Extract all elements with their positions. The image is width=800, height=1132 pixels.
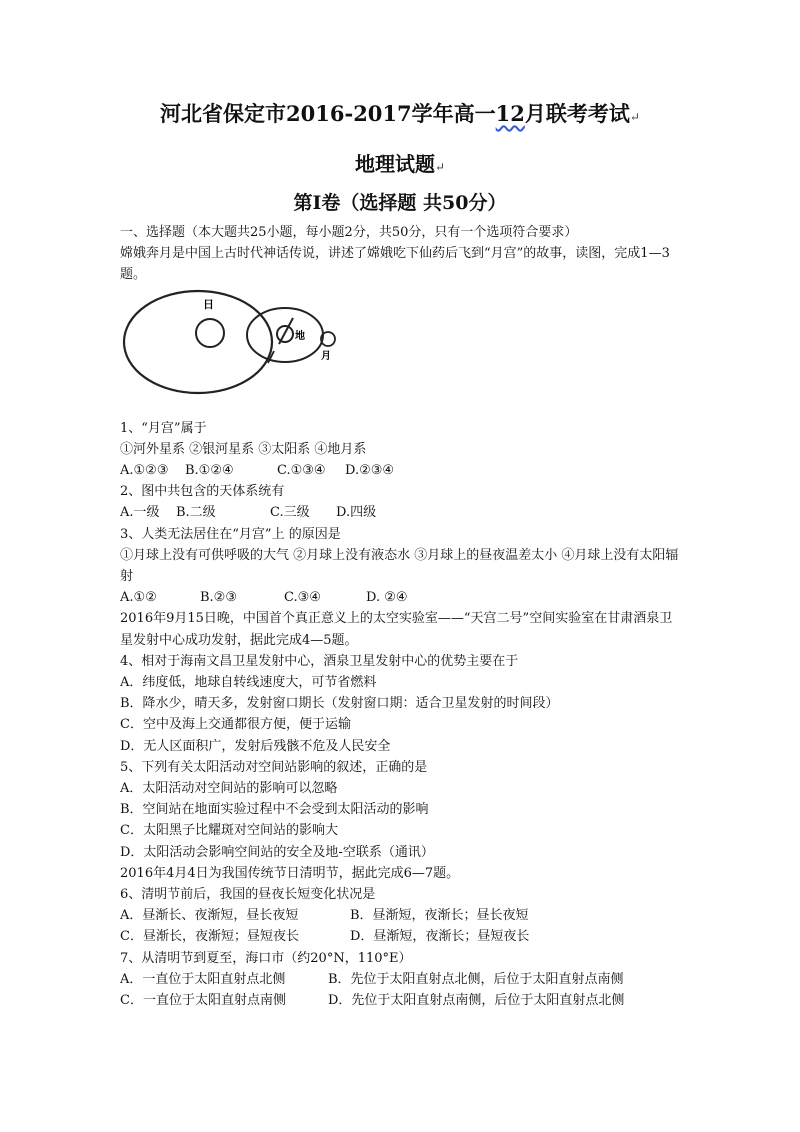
q2-options xyxy=(120,502,685,523)
q3-option-c: C.③④ xyxy=(284,590,321,606)
q2-option-c: C.三级 xyxy=(270,505,310,521)
q1-option-a: A.①②③ xyxy=(120,463,169,479)
q3-options xyxy=(120,587,685,608)
paragraph-mark: ↵ xyxy=(629,110,640,124)
q2-option-d: D.四级 xyxy=(336,505,377,521)
q1-option-b: B.①②④ xyxy=(185,463,234,479)
exam-subtitle-text: 地理试题 xyxy=(354,152,435,176)
q6-option-a: A．昼渐长、夜渐短，昼长夜短 xyxy=(120,908,299,924)
sun-label: 日 xyxy=(203,297,214,311)
q6-option-d: D．昼渐短，夜渐长；昼短夜长 xyxy=(350,929,530,945)
exam-subtitle xyxy=(0,148,800,177)
exam-title xyxy=(0,98,800,128)
q6-option-c: C．昼渐长，夜渐短；昼短夜长 xyxy=(120,929,299,945)
exam-title-rest: 月联考考试 xyxy=(524,101,630,126)
q7-row-1 xyxy=(120,969,685,990)
exam-title-month: 12 xyxy=(495,101,525,126)
q7-stem: 7、从清明节到夏至，海口市（约20°N，110°E） xyxy=(120,950,412,966)
moon-orbit xyxy=(247,308,323,362)
q3-choices: ①月球上没有可供呼吸的大气 ②月球上没有液态水 ③月球上的昼夜温差太小 ④月球上没有太阳辐射 xyxy=(120,547,679,585)
passage-2: 2016年9月15日晚，中国首个真正意义上的太空实验室——“天宫二号”空间实验室在甘肃酒泉卫星发射中心成功发射，据此完成4—5题。 xyxy=(120,611,673,648)
q3-option-a: A.①② xyxy=(120,590,157,606)
instructions: 一、选择题（本大题共25小题，每小题2分，共50分，只有一个选项符合要求） xyxy=(120,225,578,240)
q2-option-b: B.二级 xyxy=(176,505,216,521)
q6-option-b: B．昼渐短，夜渐长；昼长夜短 xyxy=(350,908,529,924)
q1-stem: 1、“月宫”属于 xyxy=(120,420,207,436)
q3-stem: 3、人类无法居住在“月宫”上 的原因是 xyxy=(120,526,341,542)
q7-row-2 xyxy=(120,990,685,1011)
sun-circle xyxy=(196,319,224,347)
q4-option-b: B．降水少，晴天多，发射窗口期长（发射窗口期：适合卫星发射的时间段） xyxy=(120,696,559,712)
diagram-svg xyxy=(122,288,337,406)
q4-option-a: A．纬度低，地球自转线速度大，可节省燃料 xyxy=(120,675,377,691)
exam-body xyxy=(120,222,685,1011)
earth-label: 地 xyxy=(295,330,305,342)
q5-stem: 5、下列有关太阳活动对空间站影响的叙述，正确的是 xyxy=(120,759,428,775)
q1-option-d: D.②③④ xyxy=(345,463,395,479)
section-heading: 第Ⅰ卷（选择题 共50分） xyxy=(293,192,507,214)
q6-stem: 6、清明节前后，我国的昼夜长短变化状况是 xyxy=(120,887,376,903)
q5-option-b: B．空间站在地面实验过程中不会受到太阳活动的影响 xyxy=(120,802,429,818)
q3-option-b: B.②③ xyxy=(200,590,237,606)
q2-stem: 2、图中共包含的天体系统有 xyxy=(120,484,285,500)
q1-options xyxy=(120,460,685,481)
q7-option-a: A．一直位于太阳直射点北侧 xyxy=(120,971,286,987)
q5-option-d: D．太阳活动会影响空间站的安全及地-空联系（通讯） xyxy=(120,844,434,860)
q2-option-a: A.一级 xyxy=(120,505,160,521)
q4-stem: 4、相对于海南文昌卫星发射中心，酒泉卫星发射中心的优势主要在于 xyxy=(120,653,519,669)
q5-option-a: A．太阳活动对空间站的影响可以忽略 xyxy=(120,781,338,797)
exam-title-main: 河北省保定市2016-2017学年高一 xyxy=(160,101,496,126)
q6-row-1 xyxy=(120,905,685,926)
q1-option-c: C.①③④ xyxy=(277,463,326,479)
q4-option-c: C．空中及海上交通都很方便，便于运输 xyxy=(120,717,351,733)
sun-earth-moon-diagram xyxy=(120,288,685,408)
q1-choices: ①河外星系 ②银河星系 ③太阳系 ④地月系 xyxy=(120,441,367,457)
q7-option-d: D．先位于太阳直射点南侧，后位于太阳直射点北侧 xyxy=(328,993,625,1009)
paragraph-mark: ↵ xyxy=(434,160,446,174)
moon-label: 月 xyxy=(321,350,331,362)
q4-option-d: D．无人区面积广，发射后残骸不危及人民安全 xyxy=(120,738,391,754)
passage-3: 2016年4月4日为我国传统节日清明节，据此完成6—7题。 xyxy=(120,865,460,881)
q6-row-2 xyxy=(120,926,685,947)
q3-option-d: D. ②④ xyxy=(366,590,408,606)
q5-option-c: C．太阳黑子比耀斑对空间站的影响大 xyxy=(120,823,338,839)
passage-1: 嫦娥奔月是中国上古时代神话传说，讲述了嫦娥吃下仙药后飞到“月宫”的故事，读图，完成1—3题。 xyxy=(120,246,670,283)
q7-option-c: C．一直位于太阳直射点南侧 xyxy=(120,993,286,1009)
q7-option-b: B．先位于太阳直射点北侧，后位于太阳直射点南侧 xyxy=(328,971,624,987)
